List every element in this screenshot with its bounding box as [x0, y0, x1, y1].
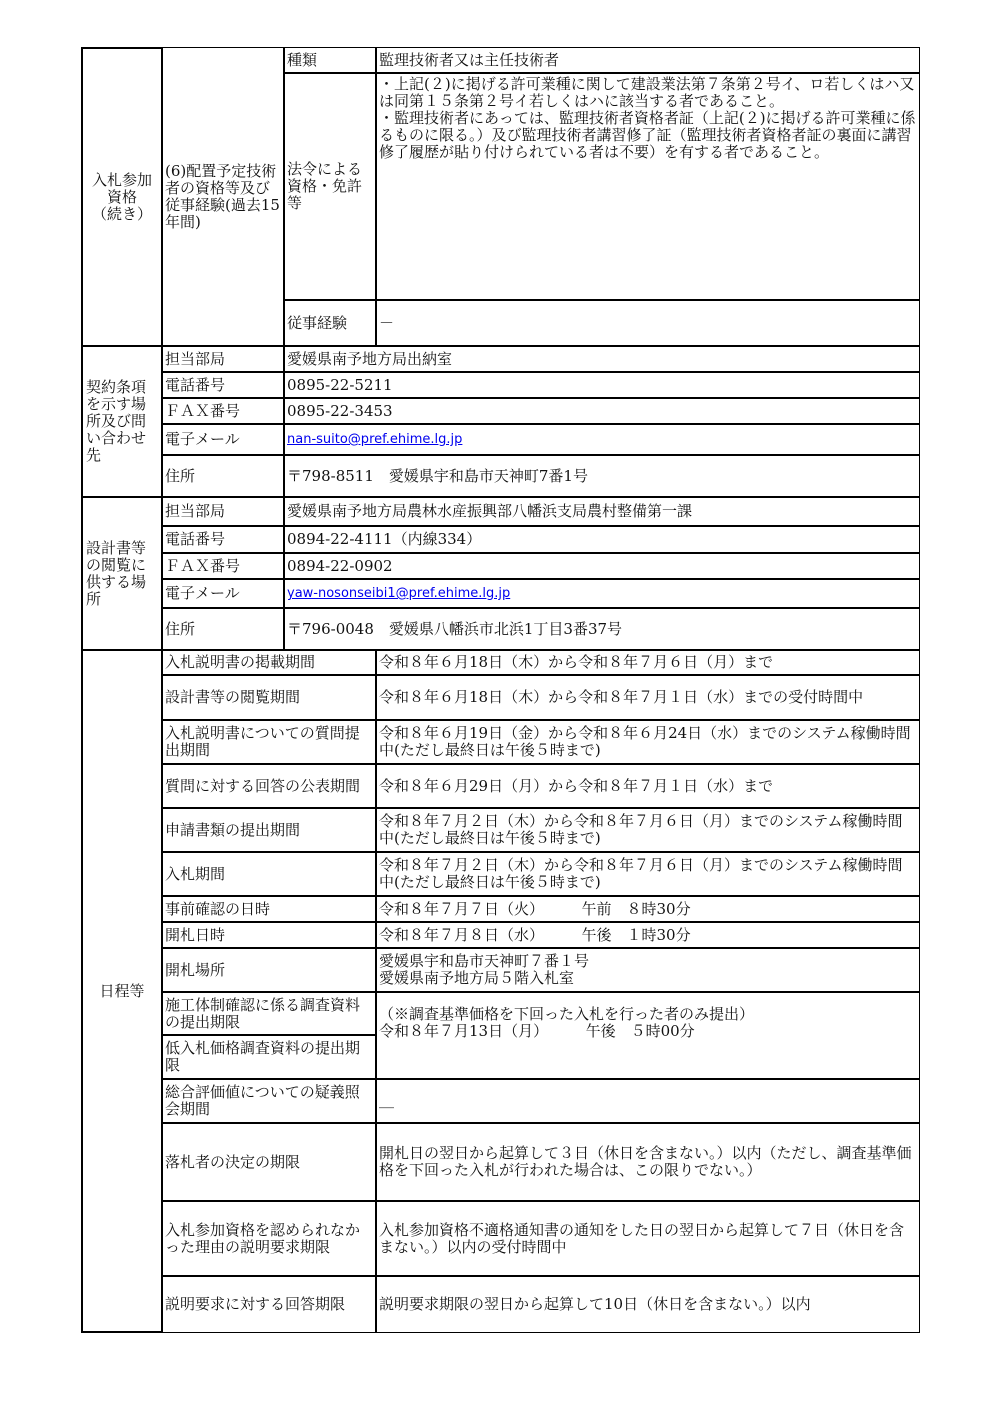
technician-qualification-label	[161, 47, 285, 347]
schedule-value: 令和８年７月８日（水） 午後 １時30分	[375, 921, 920, 949]
contract-fax-value: 0895-22-3453	[283, 397, 920, 425]
contract-email-cell	[283, 423, 920, 456]
design-dept-value: 愛媛県南予地方局農林水産振興部八幡浜支局農村整備第一課	[283, 496, 920, 527]
schedule-value-text: 愛媛県宇和島市天神町７番１号 愛媛県南予地方局５階入札室	[379, 952, 590, 987]
schedule-header: 日程等	[81, 649, 163, 1333]
schedule-value-text: 令和８年７月２日（木）から令和８年７月６日（月）までのシステム稼働時間中(ただし最終日は午後５時まで)	[379, 812, 903, 847]
schedule-label: 説明要求に対する回答期限	[161, 1275, 377, 1333]
contract-email-label: 電子メール	[161, 423, 285, 456]
schedule-label	[161, 1078, 377, 1124]
schedule-value	[375, 1122, 920, 1202]
law-qualification-label	[283, 72, 377, 301]
schedule-value	[375, 674, 920, 721]
participation-header: 入札参加 資格 （続き）	[81, 47, 163, 347]
law-qualification-label-text: 法令による資格・免許等	[287, 160, 363, 212]
contract-address-value: 〒798-8511 愛媛県宇和島市天神町7番1号	[283, 454, 920, 498]
design-fax-label: ＦＡＸ番号	[161, 552, 285, 580]
design-dept-label: 担当部局	[161, 496, 285, 527]
contract-email-link[interactable]: nan-suito@pref.ehime.lg.jp	[287, 432, 463, 447]
design-docs-header-text: 設計書等の閲覧に供する場所	[86, 538, 147, 608]
contract-address-label: 住所	[161, 454, 285, 498]
schedule-label	[161, 763, 377, 809]
schedule-value: 令和８年７月７日（火） 午前 ８時30分	[375, 895, 920, 923]
design-tel-value: 0894-22-4111（内線334）	[283, 525, 920, 554]
schedule-label: 入札説明書の掲載期間	[161, 649, 377, 676]
schedule-label: 開札場所	[161, 947, 377, 993]
schedule-label	[161, 991, 377, 1036]
schedule-label	[161, 1034, 377, 1080]
contract-tel-value: 0895-22-5211	[283, 371, 920, 399]
schedule-value-text: 開札日の翌日から起算して３日（休日を含まない。）以内（ただし、調査基準価格を下回った入札が行われた場合は、この限りでない。）	[379, 1144, 912, 1179]
schedule-value	[375, 947, 920, 993]
schedule-value	[375, 719, 920, 765]
schedule-label: 申請書類の提出期間	[161, 807, 377, 853]
schedule-value-text: 令和８年７月２日（木）から令和８年７月６日（月）までのシステム稼働時間中(ただし最終日は午後５時まで)	[379, 856, 903, 891]
schedule-label-text: 総合評価値についての疑義照会期間	[165, 1083, 360, 1118]
schedule-value-text: 入札参加資格不適格通知書の通知をした日の翌日から起算して７日（休日を含まない。）以内の受付時間中	[379, 1220, 905, 1256]
schedule-value: ＿	[375, 1078, 920, 1124]
schedule-value	[375, 851, 920, 897]
schedule-label: 落札者の決定の期限	[161, 1122, 377, 1202]
schedule-value	[375, 1200, 920, 1277]
schedule-label-text: 入札参加資格を認められなかった理由の説明要求期限	[165, 1220, 361, 1256]
design-address-label: 住所	[161, 607, 285, 651]
experience-value: －	[375, 299, 920, 347]
design-fax-value: 0894-22-0902	[283, 552, 920, 580]
schedule-label-text: 低入札価格調査資料の提出期限	[165, 1039, 361, 1074]
contract-tel-label: 電話番号	[161, 371, 285, 399]
law-qualification-value-text: ・上記(２)に掲げる許可業種に関して建設業法第７条第２号イ、ロ若しくはハ又は同第１５条第２号イ若しくはハに該当する者であること。 ・監理技術者にあっては、監理技術者資格者証（上記(２)に掲げる許可業種に係るものに限る。）及び監理技術者講習修了証（監理技術者資格者証の裏面に講習修了履歴が貼り付けられている者は不要）を有する者であること。	[379, 75, 916, 161]
contract-dept-label: 担当部局	[161, 345, 285, 373]
schedule-label-text: 施工体制確認に係る調査資料の提出期限	[165, 995, 361, 1031]
schedule-label	[161, 719, 377, 765]
contract-fax-label: ＦＡＸ番号	[161, 397, 285, 425]
schedule-value	[375, 807, 920, 853]
kind-label: 種類	[283, 47, 377, 74]
design-address-value: 〒796-0048 愛媛県八幡浜市北浜1丁目3番37号	[283, 607, 920, 651]
schedule-label-text: 質問に対する回答の公表期間	[165, 776, 361, 795]
contract-contact-header-text: 契約条項を示す場所及び問い合わせ先	[86, 378, 147, 464]
schedule-value-text: 令和８年６月19日（金）から令和８年６月24日（水）までのシステム稼働時間中(ただし最終日は午後５時まで)	[379, 724, 911, 759]
experience-label: 従事経験	[283, 299, 377, 347]
schedule-value: 説明要求期限の翌日から起算して10日（休日を含まない。）以内	[375, 1275, 920, 1333]
schedule-value: 令和８年６月18日（木）から令和８年７月６日（月）まで	[375, 649, 920, 676]
schedule-label-text: 入札説明書についての質問提出期間	[165, 724, 360, 759]
schedule-label: 入札期間	[161, 851, 377, 897]
schedule-merged-value	[375, 991, 920, 1080]
schedule-value: 令和８年６月29日（月）から令和８年７月１日（水）まで	[375, 763, 920, 809]
technician-qualification-text: (6)配置予定技術者の資格等及び従事経験(過去15年間)	[165, 162, 280, 231]
schedule-merged-value-text: （※調査基準価格を下回った入札を行った者のみ提出） 令和８年７月13日（月） 午後 ５時00分	[379, 1005, 755, 1040]
kind-value: 監理技術者又は主任技術者	[375, 47, 920, 74]
design-docs-header	[81, 496, 163, 651]
schedule-label: 設計書等の閲覧期間	[161, 674, 377, 721]
design-tel-label: 電話番号	[161, 525, 285, 554]
design-email-cell	[283, 578, 920, 609]
design-email-label: 電子メール	[161, 578, 285, 609]
law-qualification-value	[375, 72, 920, 301]
contract-dept-value: 愛媛県南予地方局出納室	[283, 345, 920, 373]
schedule-label: 開札日時	[161, 921, 377, 949]
schedule-value-text: 令和８年６月18日（木）から令和８年７月１日（水）までの受付時間中	[379, 688, 864, 706]
contract-contact-header	[81, 345, 163, 498]
schedule-label	[161, 1200, 377, 1277]
design-email-link[interactable]: yaw-nosonseibi1@pref.ehime.lg.jp	[287, 586, 511, 601]
schedule-label: 事前確認の日時	[161, 895, 377, 923]
